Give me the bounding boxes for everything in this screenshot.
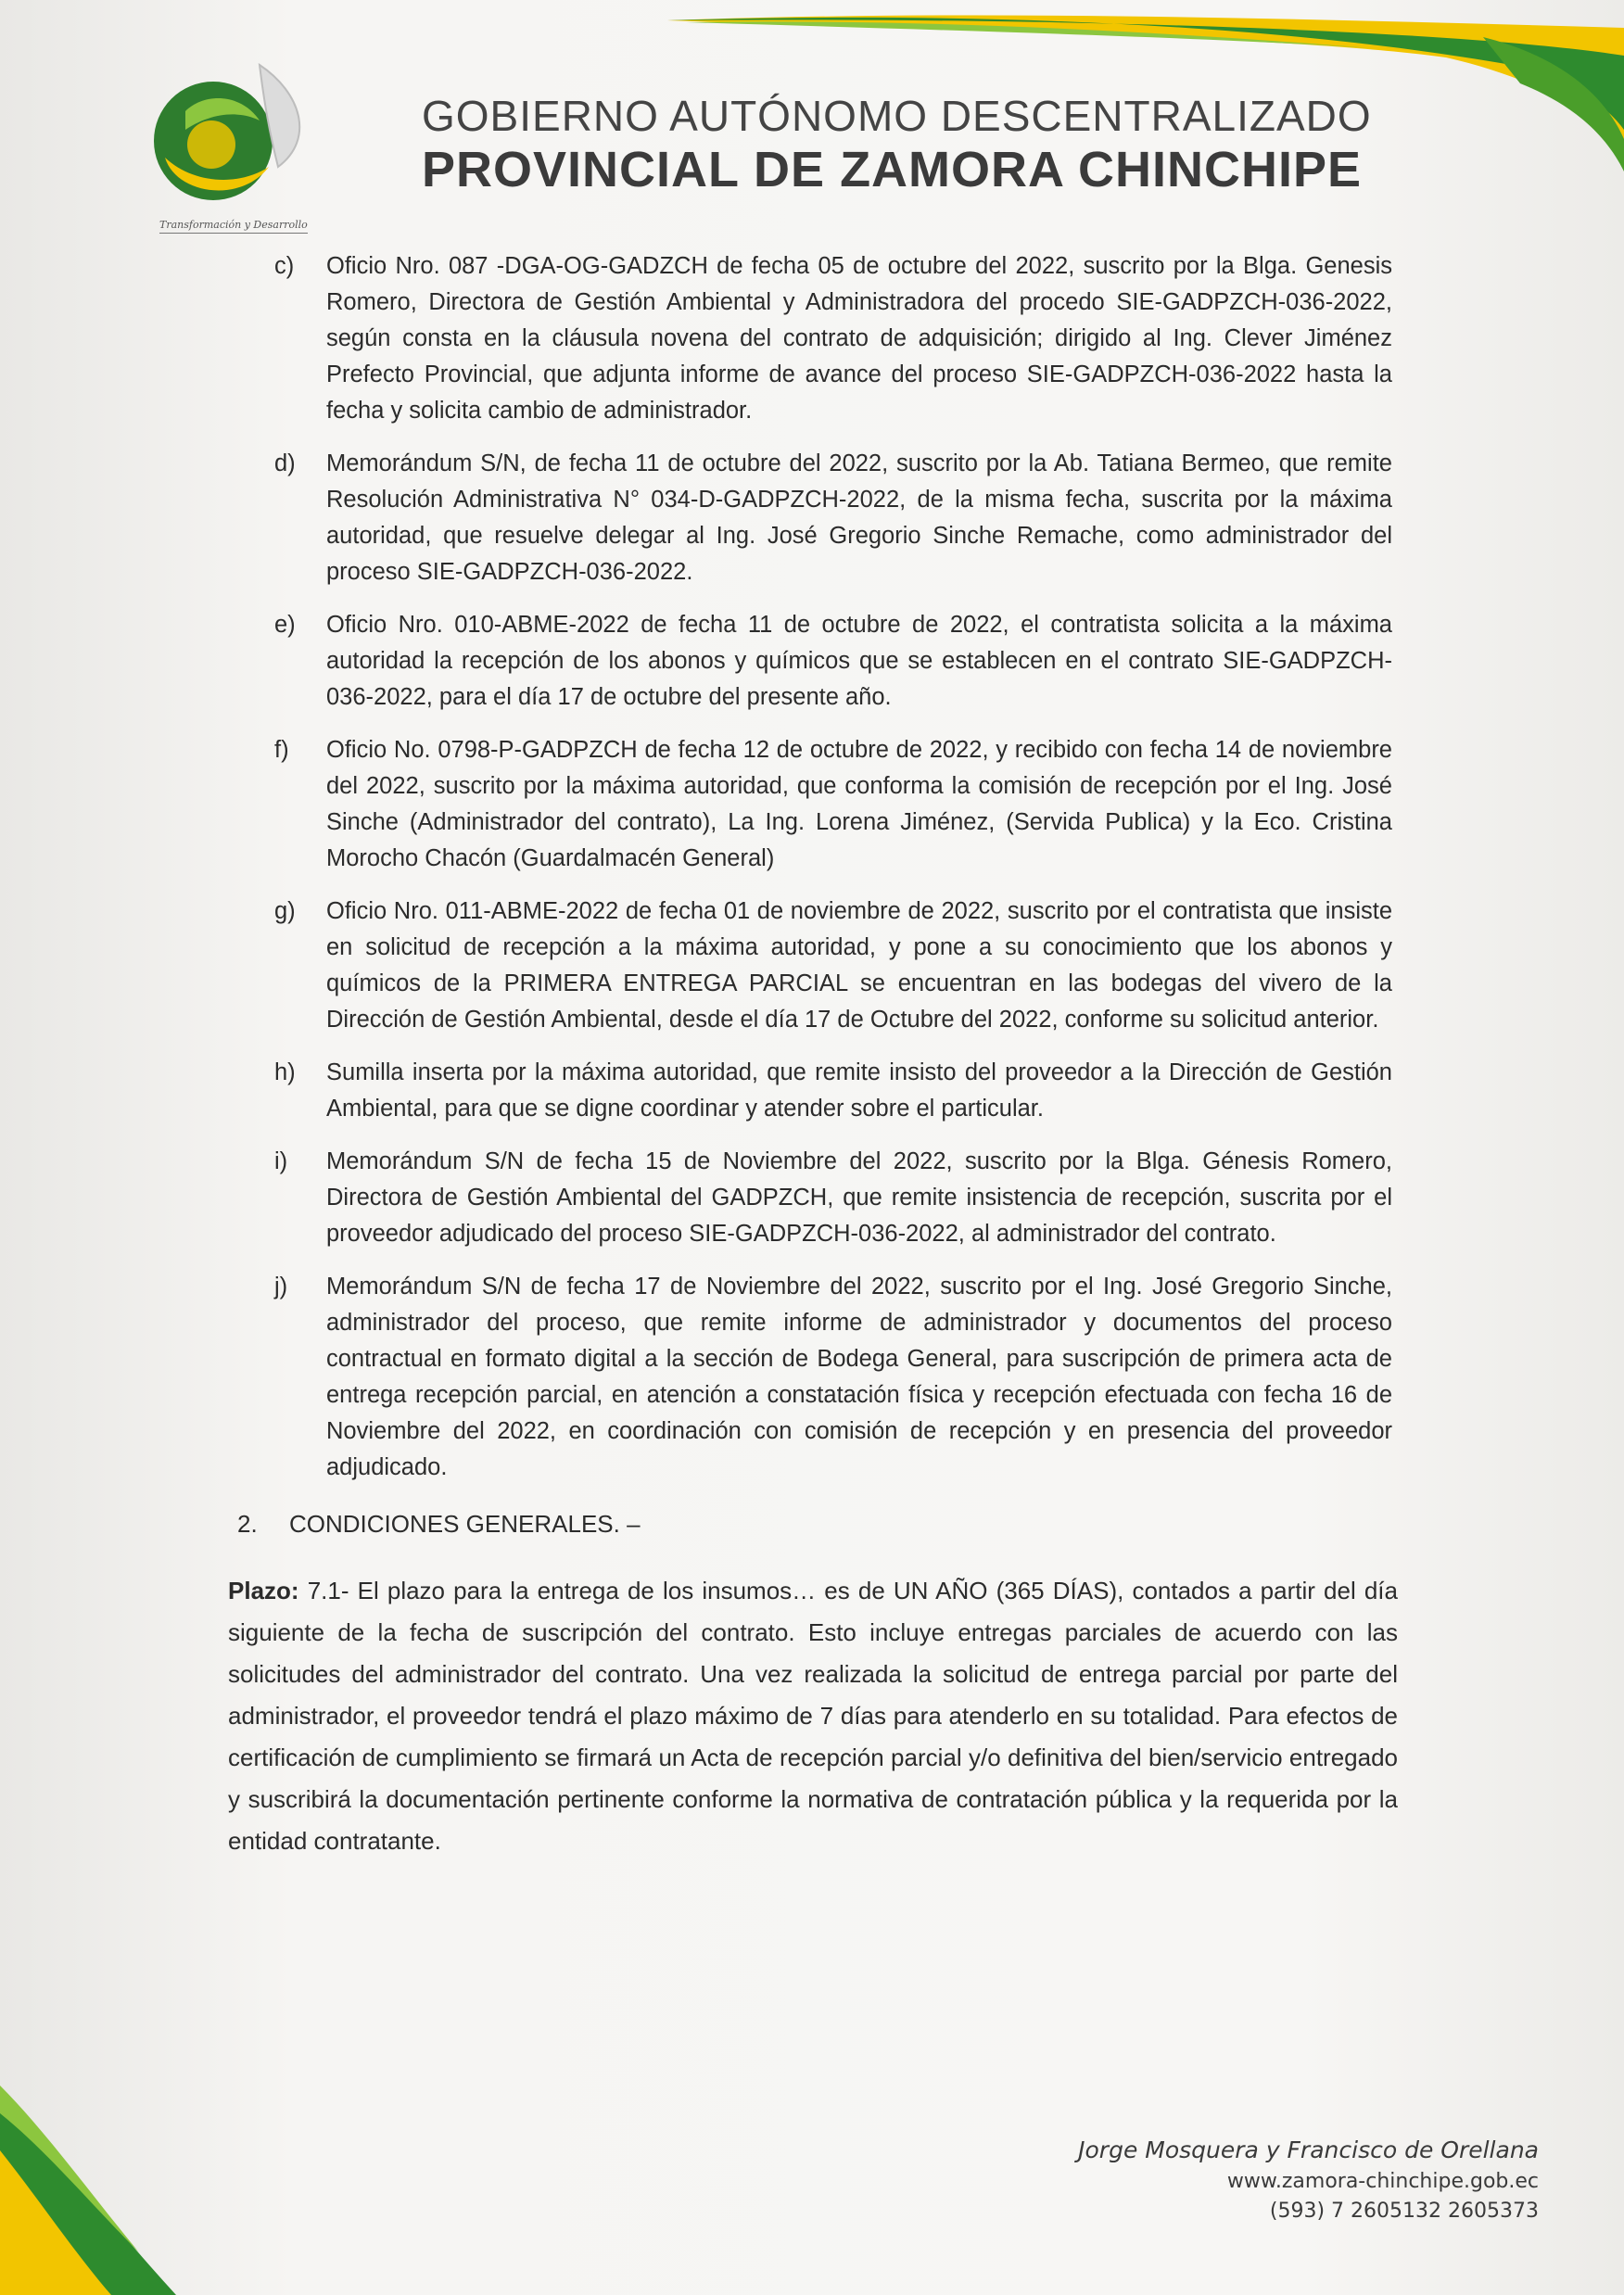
- footer-phone: (593) 7 2605132 2605373: [1269, 2200, 1539, 2223]
- logo-tagline: Transformación y Desarrollo: [159, 219, 308, 234]
- list-item-text: Oficio Nro. 087 -DGA-OG-GADZCH de fecha 05 de octubre del 2022, suscrito por la Blga. Genesis Romero, Directora de Gestión Ambiental y Administradora del procedo SIE-GADPZCH-036-2022, según consta en la cláusula novena del contrato de adquisición; dirigido al Ing. Clever Jiménez Prefecto Provincial, que adjunta informe de avance del proceso SIE-GADPZCH-036-2022 hasta la fecha y solicita cambio de administrador.: [326, 253, 1392, 424]
- footer-address: Jorge Mosquera y Francisco de Orellana: [1078, 2137, 1539, 2163]
- list-item-text: Oficio Nro. 010-ABME-2022 de fecha 11 de octubre de 2022, el contratista solicita a la máxima autoridad la recepción de los abonos y químicos que se establecen en el contrato SIE-GADPZCH-036-2022, para el día 17 de octubre del presente año.: [326, 612, 1392, 710]
- list-item-letter: c): [274, 253, 295, 279]
- list-item-letter: i): [274, 1148, 288, 1174]
- list-item-letter: e): [274, 612, 296, 638]
- list-item-text: Memorándum S/N de fecha 15 de Noviembre del 2022, suscrito por la Blga. Génesis Romero, Directora de Gestión Ambiental del GADPZCH, que remite insistencia de recepción, suscrita por el proveedor adjudicado del proceso SIE-GADPZCH-036-2022, al administrador del contrato.: [326, 1148, 1392, 1247]
- list-item: [222, 607, 1392, 716]
- org-title-line1: GOBIERNO AUTÓNOMO DESCENTRALIZADO: [422, 92, 1372, 140]
- list-item-text: Oficio No. 0798-P-GADPZCH de fecha 12 de octubre de 2022, y recibido con fecha 14 de noviembre del 2022, suscrito por la máxima autoridad, que conforma la comisión de recepción por el Ing. José Sinche (Administrador del contrato), La Ing. Lorena Jiménez, (Servida Publica) y la Eco. Cristina Morocho Chacón (Guardalmacén General): [326, 737, 1392, 871]
- plazo-paragraph: [228, 1570, 1398, 1862]
- org-title-line2: PROVINCIAL DE ZAMORA CHINCHIPE: [422, 142, 1363, 197]
- list-item: [222, 732, 1392, 877]
- list-item: [222, 446, 1392, 590]
- list-item: [222, 894, 1392, 1038]
- list-item-letter: g): [274, 898, 296, 924]
- paragraph-text: 7.1- El plazo para la entrega de los insumos… es de UN AÑO (365 DÍAS), contados a partir del día siguiente de la fecha de suscripción del contrato. Esto incluye entregas parciales de acuerdo con las solicitudes del administrador del contrato. Una vez realizada la solicitud de entrega parcial por parte del administrador, el proveedor tendrá el plazo máximo de 7 días para atenderlo en su totalidad. Para efectos de certificación de cumplimiento se firmará un Acta de recepción parcial y/o definitiva del bien/servicio entregado y suscribirá la documentación pertinente conforme la normativa de contratación pública y la requerida por la entidad contratante.: [228, 1577, 1398, 1855]
- list-item-text: Memorándum S/N de fecha 17 de Noviembre del 2022, suscrito por el Ing. José Gregorio Sinche, administrador del proceso, que remite informe de administrador y documentos del proceso contractual en formato digital a la sección de Bodega General, para suscripción de primera acta de entrega recepción parcial, en atención a constatación física y recepción efectuada con fecha 16 de Noviembre del 2022, en coordinación con comisión de recepción y en presencia del proveedor adjudicado.: [326, 1274, 1392, 1480]
- list-item-letter: h): [274, 1059, 296, 1085]
- list-item-text: Oficio Nro. 011-ABME-2022 de fecha 01 de noviembre de 2022, suscrito por el contratista que insiste en solicitud de recepción a la máxima autoridad, y pone a su conocimiento que los abonos y químicos de la PRIMERA ENTREGA PARCIAL se encuentran en las bodegas del vivero de la Dirección de Gestión Ambiental, desde el día 17 de Octubre del 2022, conforme su solicitud anterior.: [326, 898, 1392, 1033]
- footer-contact: [1078, 2134, 1539, 2226]
- section-heading: [237, 1506, 1392, 1542]
- list-item-letter: d): [274, 450, 296, 476]
- list-item: [222, 1144, 1392, 1252]
- section-number: 2.: [237, 1510, 258, 1538]
- list-item-text: Memorándum S/N, de fecha 11 de octubre del 2022, suscrito por la Ab. Tatiana Bermeo, que remite Resolución Administrativa N° 034-D-GADPZCH-2022, de la misma fecha, suscrita por la máxima autoridad, que resuelve delegar al Ing. José Gregorio Sinche Remache, como administrador del proceso SIE-GADPZCH-036-2022.: [326, 450, 1392, 585]
- list-item-letter: f): [274, 737, 289, 763]
- list-item-letter: j): [274, 1274, 288, 1300]
- leaf-drop-logo-icon: [139, 56, 324, 213]
- footer-website: www.zamora-chinchipe.gob.ec: [1226, 2170, 1539, 2193]
- section-title: CONDICIONES GENERALES. –: [289, 1510, 641, 1538]
- paragraph-lead: Plazo:: [228, 1577, 299, 1604]
- list-item: [222, 1055, 1392, 1127]
- list-item-text: Sumilla inserta por la máxima autoridad, que remite insisto del proveedor a la Dirección de Gestión Ambiental, para que se digne coordinar y atender sobre el particular.: [326, 1059, 1392, 1122]
- list-item: [222, 248, 1392, 429]
- organization-title: [422, 91, 1534, 198]
- document-body: [222, 248, 1398, 1862]
- list-item: [222, 1269, 1392, 1486]
